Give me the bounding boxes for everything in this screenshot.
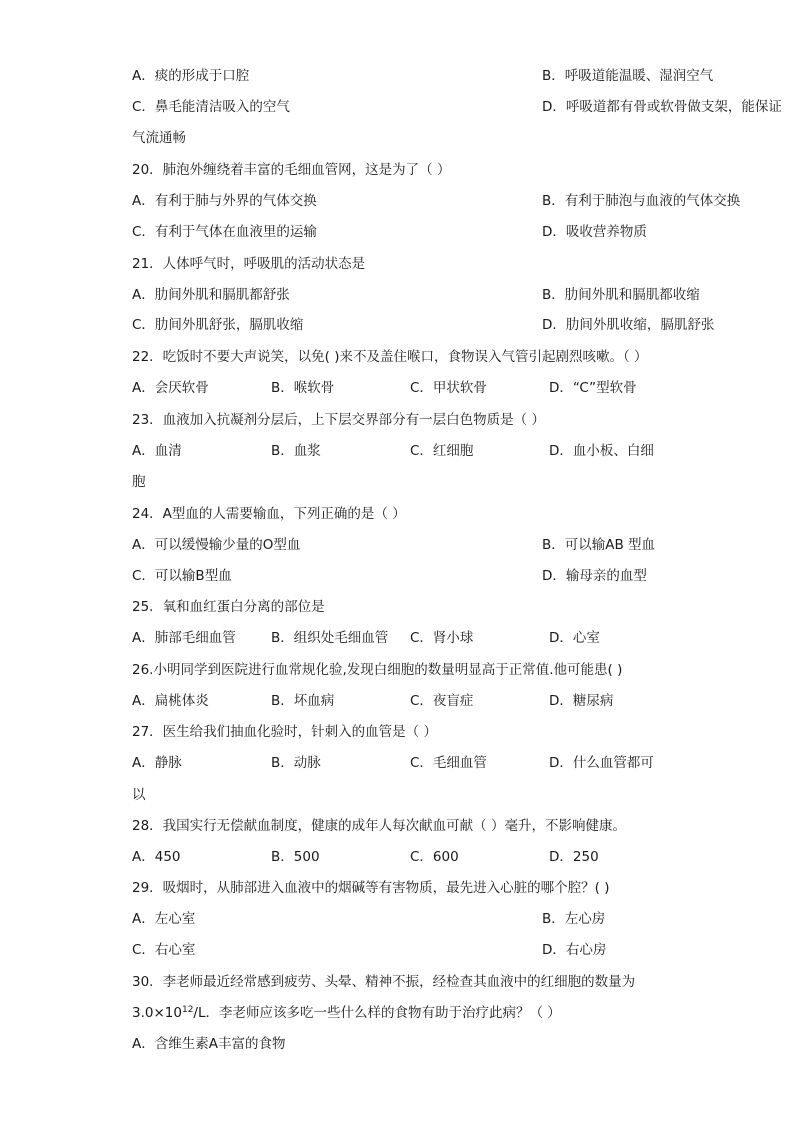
q22-option-b: B．喉软骨 [271, 380, 335, 396]
q29-option-b: B．左心房 [542, 911, 606, 927]
q29-options-row2 [132, 941, 607, 959]
q25-option-b: B．组织处毛细血管 [271, 630, 389, 646]
q27-option-d-continued: 以 [132, 787, 146, 803]
q28-option-b: B．500 [271, 849, 320, 865]
q19-options-row1 [132, 67, 714, 85]
q22-option-a: A．会厌软骨 [132, 380, 209, 396]
q19-options-row2 [132, 98, 782, 116]
q23-option-a: A．血清 [132, 443, 182, 459]
q29-option-a: A．左心室 [132, 911, 196, 927]
q19-option-d-continued: 气流通畅 [132, 130, 186, 146]
q24-option-d: D．输母亲的血型 [542, 568, 647, 584]
q24-option-a: A．可以缓慢输少量的O型血 [132, 537, 301, 553]
q28-option-a: A．450 [132, 849, 181, 865]
q26-stem: 26.小明同学到医院进行血常规化验,发现白细胞的数量明显高于正常值.他可能患( ) [132, 662, 623, 678]
q22-option-d: D．“C”型软骨 [549, 380, 637, 396]
q24-stem: 24．A型血的人需要输血，下列正确的是（ ） [132, 506, 406, 522]
q20-option-a: A．有利于肺与外界的气体交换 [132, 193, 317, 209]
q19-option-c: C．鼻毛能清洁吸入的空气 [132, 99, 290, 115]
q29-options-row1 [132, 910, 606, 928]
q23-option-d-continued: 胞 [132, 474, 146, 490]
q25-option-c: C．肾小球 [410, 630, 474, 646]
q22-stem: 22．吃饭时不要大声说笑，以免( )来不及盖住喉口，食物误入气管引起剧烈咳嗽。（ ） [132, 349, 648, 365]
q21-option-a: A．肋间外肌和膈肌都舒张 [132, 287, 290, 303]
q21-option-c: C．肋间外肌舒张，膈肌收缩 [132, 317, 304, 333]
q27-option-d: D．什么血管都可 [549, 755, 654, 771]
q21-options-row1 [132, 286, 700, 304]
q23-option-d: D．血小板、白细 [549, 443, 654, 459]
q25-options [132, 629, 600, 647]
q23-option-b: B．血浆 [271, 443, 321, 459]
q24-option-c: C．可以输B型血 [132, 568, 232, 584]
q20-option-d: D．吸收营养物质 [542, 224, 647, 240]
q24-option-b: B．可以输AB 型血 [542, 537, 656, 553]
q25-option-d: D．心室 [549, 630, 600, 646]
q25-option-a: A．肺部毛细血管 [132, 630, 236, 646]
q26-option-c: C．夜盲症 [410, 693, 474, 709]
q28-stem: 28．我国实行无偿献血制度，健康的成年人每次献血可献（ ）毫升，不影响健康。 [132, 818, 626, 834]
q22-option-c: C．甲状软骨 [410, 380, 487, 396]
q20-options-row1 [132, 192, 741, 210]
q25-stem: 25．氧和血红蛋白分离的部位是 [132, 599, 325, 615]
q29-stem: 29．吸烟时，从肺部进入血液中的烟碱等有害物质，最先进入心脏的哪个腔？( ) [132, 880, 610, 896]
q23-stem: 23．血液加入抗凝剂分层后，上下层交界部分有一层白色物质是（ ） [132, 412, 545, 428]
q27-options [132, 754, 654, 772]
q29-option-c: C．右心室 [132, 942, 196, 958]
q23-options [132, 442, 654, 460]
q26-option-b: B．坏血病 [271, 693, 335, 709]
q30-stem-line2 [132, 1004, 561, 1022]
q27-option-c: C．毛细血管 [410, 755, 487, 771]
q27-option-b: B．动脉 [271, 755, 321, 771]
q20-option-c: C．有利于气体在血液里的运输 [132, 224, 317, 240]
q26-option-d: D．糖尿病 [549, 693, 614, 709]
q27-stem: 27．医生给我们抽血化验时，针刺入的血管是（ ） [132, 724, 437, 740]
q22-options [132, 379, 637, 397]
q20-stem: 20．肺泡外缠绕着丰富的毛细血管网，这是为了（ ） [132, 162, 451, 178]
q28-option-d: D．250 [549, 849, 599, 865]
q30-stem: 30．李老师最近经常感到疲劳、头晕、精神不振，经检查其血液中的红细胞的数量为 [132, 974, 636, 990]
q19-option-b: B．呼吸道能温暖、湿润空气 [542, 68, 714, 84]
q21-stem: 21．人体呼气时，呼吸肌的活动状态是 [132, 256, 366, 272]
q26-options [132, 692, 614, 710]
q26-option-a: A．扁桃体炎 [132, 693, 209, 709]
q21-options-row2 [132, 316, 715, 334]
q30-stem-line2-post: /L．李老师应该多吃一些什么样的食物有助于治疗此病？（ ） [193, 1005, 561, 1021]
q23-option-c: C．红细胞 [410, 443, 474, 459]
q21-option-d: D．肋间外肌收缩，膈肌舒张 [542, 317, 715, 333]
q28-option-c: C．600 [410, 849, 459, 865]
q30-option-a: A．含维生素A丰富的食物 [132, 1036, 286, 1052]
q30-exponent: 12 [181, 1005, 194, 1015]
q19-option-d: D．呼吸道都有骨或软骨做支架，能保证 [542, 99, 782, 115]
q20-options-row2 [132, 223, 647, 241]
q24-options-row1 [132, 536, 656, 554]
q27-option-a: A．静脉 [132, 755, 182, 771]
q20-option-b: B．有利于肺泡与血液的气体交换 [542, 193, 741, 209]
q21-option-b: B．肋间外肌和膈肌都收缩 [542, 287, 700, 303]
q24-options-row2 [132, 567, 647, 585]
q30-stem-line2-pre: 3.0×10 [132, 1005, 182, 1021]
q28-options [132, 848, 599, 866]
q29-option-d: D．右心房 [542, 942, 607, 958]
q19-option-a: A．痰的形成于口腔 [132, 68, 250, 84]
